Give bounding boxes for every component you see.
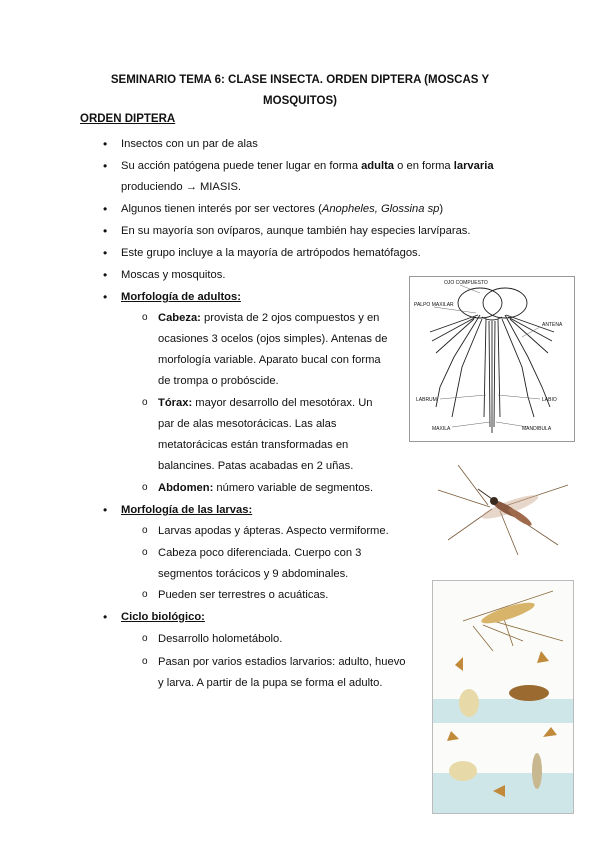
label-antena: ANTENA: [542, 322, 563, 328]
figure-mosquito: [418, 445, 578, 570]
larvas-line1: Larvas apodas y ápteras. Aspecto vermiforme.: [158, 525, 389, 537]
heading-morfologia-larvas: Morfología de las larvas:: [121, 504, 253, 516]
label-labio: LABIO: [542, 397, 557, 403]
cabeza-line1: [158, 311, 379, 325]
text: número variable de segmentos.: [213, 482, 374, 494]
page-title-line1: SEMINARIO TEMA 6: CLASE INSECTA. ORDEN DIPTERA (MOSCAS Y: [110, 74, 490, 86]
sub-marker: o: [142, 589, 148, 600]
cabeza-line2: ocasiones 3 ocelos (ojos simples). Antenas de: [158, 333, 388, 345]
label-mandibula: MANDIBULA: [522, 426, 552, 432]
abdomen-line: [158, 481, 373, 495]
sub-marker: o: [142, 397, 148, 408]
bullet-miasis: produciendo → MIASIS.: [121, 181, 242, 193]
bullet-moscas: Moscas y mosquitos.: [121, 269, 226, 281]
bullet-marker: •: [103, 159, 108, 173]
head-diagram-svg: [410, 277, 574, 441]
torax-line3: metatorácicas están transformadas en: [158, 439, 349, 451]
label-maxila: MAXILA: [432, 426, 451, 432]
ciclo-line1: Desarrollo holometábolo.: [158, 633, 283, 645]
bullet-marker: •: [103, 268, 108, 282]
bullet-marker: •: [103, 202, 108, 216]
ciclo-line2a: Pasan por varios estadios larvarios: adulto, huevo: [158, 656, 406, 668]
sub-marker: o: [142, 633, 148, 644]
text-bold: adulta: [361, 160, 395, 172]
cabeza-line4: de trompa o probóscide.: [158, 375, 279, 387]
larvas-line3: Pueden ser terrestres o acuáticas.: [158, 589, 329, 601]
cabeza-line3: morfología variable. Aparato bucal con forma: [158, 354, 381, 366]
page-title-line2: MOSQUITOS): [263, 95, 337, 107]
label-abdomen: Abdomen:: [158, 482, 214, 494]
text: provista de 2 ojos compuestos y en: [200, 312, 380, 324]
sub-marker: o: [142, 656, 148, 667]
sub-marker: o: [142, 312, 148, 323]
text: Su acción patógena puede tener lugar en forma: [121, 160, 362, 172]
label-cabeza: Cabeza:: [158, 312, 201, 324]
life-cycle-svg: [433, 581, 573, 813]
figure-life-cycle: [432, 580, 574, 814]
bullet-vectores: [121, 202, 443, 216]
bullet-marker: •: [103, 224, 108, 238]
bullet-marker: •: [103, 246, 108, 260]
text-italic: Anopheles, Glossina sp: [321, 203, 440, 215]
label-torax: Tórax:: [158, 397, 193, 409]
bullet-marker: •: [103, 137, 108, 151]
bullet-oviparos: En su mayoría son ovíparos, aunque también hay especies larvíparas.: [121, 225, 471, 237]
bullet-marker: •: [103, 290, 108, 304]
bullet-accion-patogena: [121, 159, 494, 173]
bullet-marker: •: [103, 610, 108, 624]
heading-morfologia-adultos: Morfología de adultos:: [121, 291, 241, 303]
heading-ciclo-biologico: Ciclo biológico:: [121, 611, 205, 623]
label-palpo-maxilar: PALPO MAXILAR: [414, 302, 454, 308]
torax-line2: par de alas mesotorácicas. Las alas: [158, 418, 337, 430]
label-ojo-compuesto: OJO COMPUESTO: [444, 280, 488, 286]
sub-marker: o: [142, 547, 148, 558]
mosquito-svg: [418, 445, 578, 570]
section-heading: ORDEN DIPTERA: [80, 113, 176, 125]
bullet-marker: •: [103, 503, 108, 517]
text-bold: larvaria: [453, 160, 494, 172]
text: o en forma: [394, 160, 454, 172]
ciclo-line2b: y larva. A partir de la pupa se forma el adulto.: [158, 677, 383, 689]
larvas-line2a: Cabeza poco diferenciada. Cuerpo con 3: [158, 547, 362, 559]
figure-head-diagram: [409, 276, 575, 442]
text: Algunos tienen interés por ser vectores (: [121, 203, 322, 215]
torax-line1: [158, 396, 373, 410]
sub-marker: o: [142, 525, 148, 536]
text: mayor desarrollo del mesotórax. Un: [192, 397, 373, 409]
text: ): [439, 203, 444, 215]
sub-marker: o: [142, 482, 148, 493]
torax-line4: balancines. Patas acabadas en 2 uñas.: [158, 460, 354, 472]
bullet-hematofagos: Este grupo incluye a la mayoría de artrópodos hematófagos.: [121, 247, 421, 259]
larvas-line2b: segmentos torácicos y 9 abdominales.: [158, 568, 349, 580]
label-labrum: LABRUM: [416, 397, 437, 403]
bullet-alas: Insectos con un par de alas: [121, 138, 258, 150]
